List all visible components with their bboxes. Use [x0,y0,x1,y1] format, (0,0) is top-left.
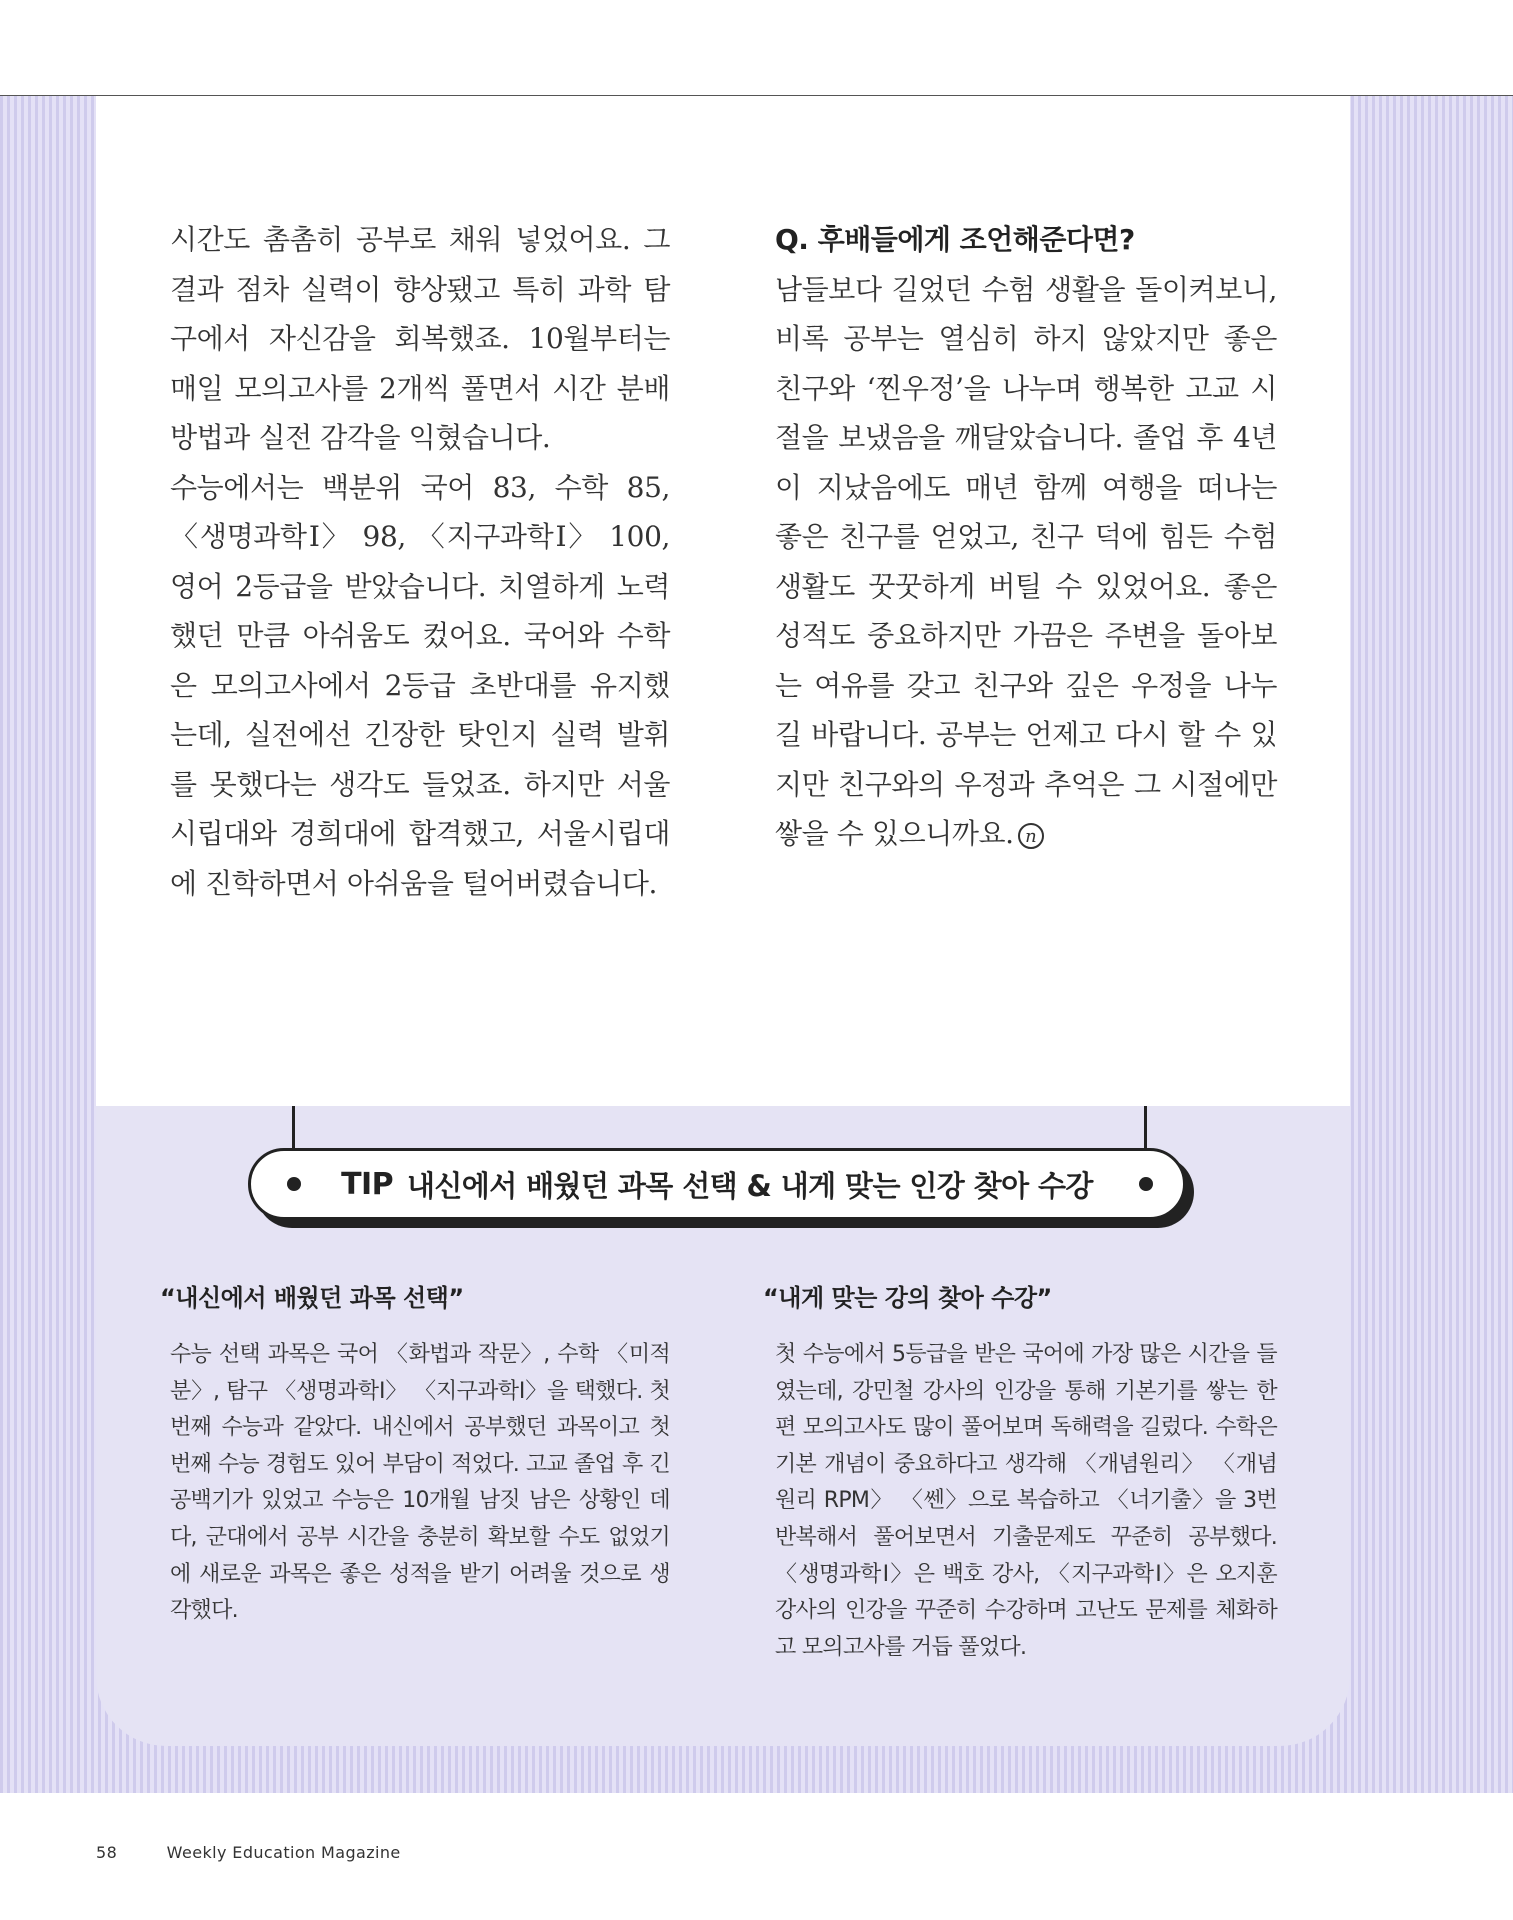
tip-left-heading: “내신에서 배웠던 과목 선택” [160,1284,464,1312]
publication-name: Weekly Education Magazine [166,1843,401,1862]
answer-paragraph [775,265,1277,859]
tip-dot-right-icon [1139,1177,1153,1191]
page-number: 58 [96,1843,118,1862]
question-heading: Q. 후배들에게 조언해준다면? [775,223,1135,256]
tip-label: TIP [341,1166,393,1202]
tip-title: 내신에서 배웠던 과목 선택 & 내게 맞는 인강 찾아 수강 [406,1168,1093,1203]
paragraph: 시간도 촘촘히 공부로 채워 넣었어요. 그 결과 점차 실력이 향상됐고 특히 과학 탐구에서 자신감을 회복했죠. 10월부터는 매일 모의고사를 2개씩 풀면서 시간 분배 방법과 실전 감각을 익혔습니다. [170,223,670,454]
right-column [775,215,1277,859]
left-column [170,215,670,908]
tip-dot-left-icon [287,1177,301,1191]
tip-right-body: 첫 수능에서 5등급을 받은 국어에 가장 많은 시간을 들였는데, 강민철 강사의 인강을 통해 기본기를 쌓는 한편 모의고사도 많이 풀어보며 독해력을 길렀다. 수학은 기본 개념이 중요하다고 생각해 〈개념원리〉 〈개념원리 RPM〉 〈쎈〉으로 복습하고 〈너기출〉을 3번 반복해서 풀어보면서 기출문제도 꾸준히 공부했다. 〈생명과학Ⅰ〉은 백호 강사, 〈지구과학Ⅰ〉은 오지훈 강사의 인강을 꾸준히 수강하며 고난도 문제를 체화하고 모의고사를 거듭 풀었다. [775,1342,1277,1660]
tip-right-heading: “내게 맞는 강의 찾아 수강” [763,1284,1052,1312]
page-footer [96,1843,401,1862]
paragraph: 수능에서는 백분위 국어 83, 수학 85, 〈생명과학Ⅰ〉 98, 〈지구과학Ⅰ〉 100, 영어 2등급을 받았습니다. 치열하게 노력했던 만큼 아쉬움도 컸어요. 국어와 수학은 모의고사에서 2등급 초반대를 유지했는데, 실전에선 긴장한 탓인지 실력 발휘를 못했다는 생각도 들었죠. 하지만 서울시립대와 경희대에 합격했고, 서울시립대에 진학하면서 아쉬움을 털어버렸습니다. [170,470,670,900]
end-mark-icon: n [1018,823,1044,849]
tip-left-body: 수능 선택 과목은 국어 〈화법과 작문〉, 수학 〈미적분〉, 탐구 〈생명과학Ⅰ〉 〈지구과학Ⅰ〉을 택했다. 첫 번째 수능과 같았다. 내신에서 공부했던 과목이고 첫 번째 수능 경험도 있어 부담이 적었다. 고교 졸업 후 긴 공백기가 있었고 수능은 10개월 남짓 남은 상황인 데다, 군대에서 공부 시간을 충분히 확보할 수도 없었기에 새로운 과목은 좋은 성적을 받기 어려울 것으로 생각했다. [170,1342,670,1624]
answer-text: 남들보다 길었던 수험 생활을 돌이켜보니, 비록 공부는 열심히 하지 않았지만 좋은 친구와 ‘찐우정’을 나누며 행복한 고교 시절을 보냈음을 깨달았습니다. 졸업 후 4년이 지났음에도 매년 함께 여행을 떠나는 좋은 친구를 얻었고, 친구 덕에 힘든 수험 생활도 꿋꿋하게 버틸 수 있었어요. 좋은 성적도 중요하지만 가끔은 주변을 돌아보는 여유를 갖고 친구와 깊은 우정을 나누길 바랍니다. 공부는 언제고 다시 할 수 있지만 친구와의 우정과 추억은 그 시절에만 쌓을 수 있으니까요. [775,272,1277,850]
tip-banner [248,1148,1186,1220]
